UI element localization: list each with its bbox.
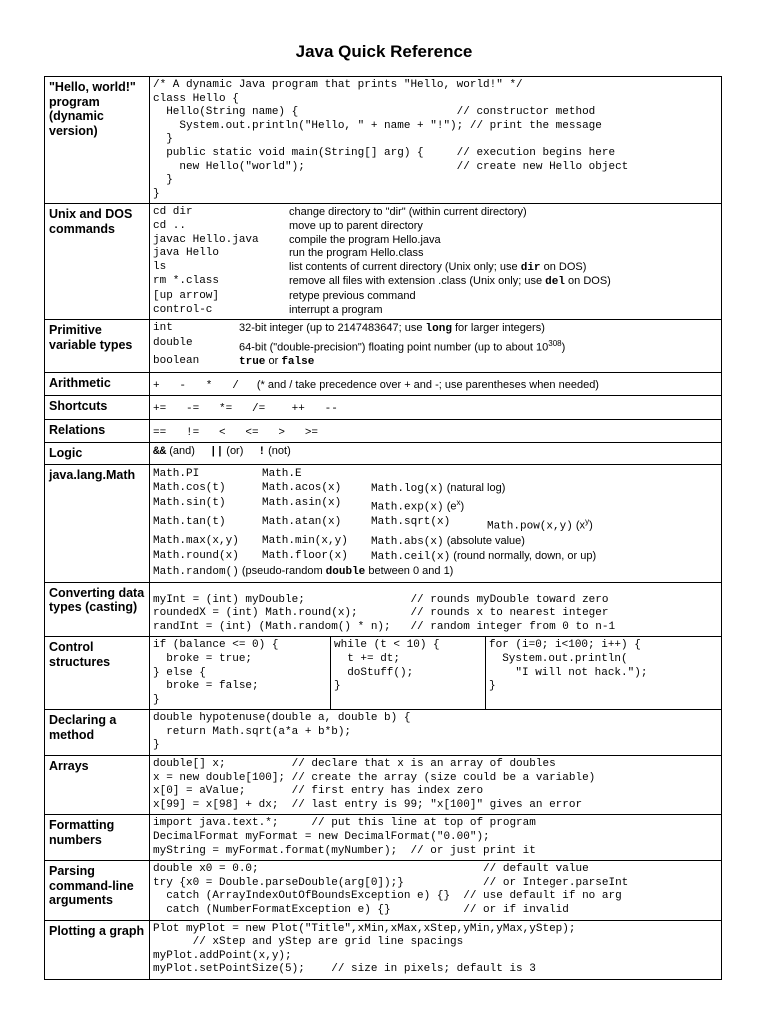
unix-desc: compile the program Hello.java bbox=[289, 233, 441, 246]
math-asin: Math.asin(x) bbox=[262, 497, 342, 510]
label-math: java.lang.Math bbox=[45, 464, 150, 582]
content-arithmetic bbox=[150, 372, 722, 396]
type-int: int bbox=[153, 322, 173, 335]
row-parsing bbox=[45, 861, 722, 920]
row-arrays bbox=[45, 756, 722, 815]
content-formatting bbox=[150, 815, 722, 861]
code-for: for (i=0; i<100; i++) { System.out.println( "I will not hack."); } bbox=[489, 639, 648, 693]
row-arithmetic bbox=[45, 372, 722, 396]
row-formatting bbox=[45, 815, 722, 861]
code-method: double hypotenuse(double a, double b) { return Math.sqrt(a*a + b*b); } bbox=[153, 712, 411, 752]
content-control-structures bbox=[150, 637, 722, 710]
logic-not: ! bbox=[258, 446, 266, 459]
relation-ops: == != < <= > >= bbox=[153, 426, 319, 439]
code-while: while (t < 10) { t += dt; doStuff(); } bbox=[334, 639, 440, 693]
type-double: double bbox=[153, 336, 193, 349]
unix-cmd: cd dir bbox=[153, 206, 193, 219]
row-casting bbox=[45, 582, 722, 637]
code-formatting: import java.text.*; // put this line at top of program DecimalFormat myFormat = new DecimalFormat("0.00"); myString = myFormat.format(myNumber); // or just print it bbox=[153, 817, 536, 857]
type-double-desc: 64-bit ("double-precision") floating point number (up to about $10^{308}$) bbox=[239, 338, 566, 354]
content-parsing bbox=[150, 861, 722, 920]
content-casting bbox=[150, 582, 722, 637]
math-acos: Math.acos(x) bbox=[262, 482, 342, 495]
label-casting: Converting data types (casting) bbox=[45, 582, 150, 637]
unix-desc: remove all files with extension .class (Unix only; use del on DOS) bbox=[289, 275, 611, 289]
math-e: Math.E bbox=[262, 467, 302, 480]
math-sqrt: Math.sqrt(x) bbox=[371, 516, 451, 529]
unix-desc: move up to parent directory bbox=[289, 219, 423, 232]
content-logic bbox=[150, 443, 722, 465]
row-relations bbox=[45, 419, 722, 443]
row-control-structures bbox=[45, 637, 722, 710]
content-math bbox=[150, 464, 722, 582]
unix-cmd: javac Hello.java bbox=[153, 233, 259, 246]
unix-cmd: ls bbox=[153, 260, 167, 273]
label-hello-world: "Hello, world!" program (dynamic version) bbox=[45, 77, 150, 204]
row-math bbox=[45, 464, 722, 582]
math-random: Math.random() (pseudo-random double between 0 and 1) bbox=[153, 565, 454, 579]
math-max: Math.max(x,y) bbox=[153, 534, 239, 547]
unix-cmd: [up arrow] bbox=[153, 289, 220, 302]
content-declaring-method bbox=[150, 710, 722, 756]
unix-cmd: java Hello bbox=[153, 247, 220, 260]
label-arrays: Arrays bbox=[45, 756, 150, 815]
label-shortcuts: Shortcuts bbox=[45, 396, 150, 420]
row-unix-dos bbox=[45, 204, 722, 320]
content-shortcuts bbox=[150, 396, 722, 420]
logic-and: && bbox=[153, 446, 167, 459]
code-arrays: double[] x; // declare that x is an array of doubles x = new double[100]; // create the array (size could be a variable) x[0] = aValue; // first entry has index zero x[99] = x[98] + dx; // last entry is 99; "x[100]" gives an error bbox=[153, 758, 596, 811]
math-pi: Math.PI bbox=[153, 467, 200, 480]
arithmetic-ops: + - * / bbox=[153, 379, 239, 392]
math-min: Math.min(x,y) bbox=[262, 534, 348, 547]
unix-cmd: rm *.class bbox=[153, 275, 220, 288]
label-primitive-types: Primitive variable types bbox=[45, 320, 150, 372]
unix-desc: change directory to "dir" (within current directory) bbox=[289, 206, 527, 219]
code-casting: myInt = (int) myDouble; // rounds myDouble toward zero roundedX = (int) Math.round(x); // rounds x to nearest integer randInt = (int) (Math.random() * n); // random integer from 0 to n-1 bbox=[153, 593, 616, 633]
row-declaring-method bbox=[45, 710, 722, 756]
label-arithmetic: Arithmetic bbox=[45, 372, 150, 396]
label-plotting: Plotting a graph bbox=[45, 920, 150, 979]
label-declaring-method: Declaring a method bbox=[45, 710, 150, 756]
math-floor: Math.floor(x) bbox=[262, 550, 348, 563]
logic-and-word: (and) bbox=[166, 445, 195, 458]
math-tan: Math.tan(t) bbox=[153, 516, 226, 529]
content-arrays bbox=[150, 756, 722, 815]
math-pow: Math.pow(x,y) $(x^y)$ bbox=[487, 517, 593, 533]
row-primitive-types bbox=[45, 320, 722, 372]
content-relations bbox=[150, 419, 722, 443]
row-plotting bbox=[45, 920, 722, 979]
label-relations: Relations bbox=[45, 419, 150, 443]
math-abs: Math.abs(x) (absolute value) bbox=[371, 534, 525, 548]
content-hello-world bbox=[150, 77, 722, 204]
unix-desc: interrupt a program bbox=[289, 303, 383, 316]
unix-desc: run the program Hello.class bbox=[289, 247, 424, 260]
type-boolean: boolean bbox=[153, 354, 200, 367]
label-control-structures: Control structures bbox=[45, 637, 150, 710]
math-ceil: Math.ceil(x) (round normally, down, or up) bbox=[371, 550, 597, 564]
unix-command-list bbox=[153, 206, 718, 317]
math-sin: Math.sin(t) bbox=[153, 497, 226, 510]
code-parsing: double x0 = 0.0; // default value try {x0 = Double.parseDouble(arg[0]);} // or Integer.parseInt catch (ArrayIndexOutOfBoundsException e) {} // use default if no arg catch (NumberFormatException e) {} // or if invalid bbox=[153, 863, 629, 917]
label-formatting: Formatting numbers bbox=[45, 815, 150, 861]
math-function-grid bbox=[153, 467, 718, 580]
math-atan: Math.atan(x) bbox=[262, 516, 342, 529]
code-plotting: Plot myPlot = new Plot("Title",xMin,xMax,xStep,yMin,yMax,yStep); // xStep and yStep are grid line spacings myPlot.addPoint(x,y); myPlot.setPointSize(5); // size in pixels; default is 3 bbox=[153, 922, 576, 976]
code-hello-world: /* A dynamic Java program that prints "Hello, world!" */ class Hello { Hello(String name) { // constructor method System.out.println("Hello, " + name + "!"); // print the message } public static void main(String[] arg) { // execution begins here new Hello("world"); // create new Hello object } } bbox=[153, 79, 629, 200]
row-logic bbox=[45, 443, 722, 465]
shortcut-ops: += -= *= /= ++ -- bbox=[153, 403, 338, 416]
math-log: Math.log(x) (natural log) bbox=[371, 482, 506, 496]
label-unix-dos: Unix and DOS commands bbox=[45, 204, 150, 320]
primitive-type-list bbox=[153, 322, 718, 369]
content-primitive-types bbox=[150, 320, 722, 372]
unix-cmd: control-c bbox=[153, 303, 213, 316]
unix-desc: list contents of current directory (Unix only; use dir on DOS) bbox=[289, 260, 587, 274]
content-unix-dos bbox=[150, 204, 722, 320]
logic-or: || bbox=[210, 446, 224, 459]
page-title: Java Quick Reference bbox=[295, 42, 473, 61]
arithmetic-note: (* and / take precedence over + and -; use parentheses when needed) bbox=[256, 378, 599, 391]
unix-desc: retype previous command bbox=[289, 289, 416, 302]
control-structure-columns bbox=[150, 637, 721, 709]
math-exp: Math.exp(x) $(e^x)$ bbox=[371, 498, 465, 514]
unix-cmd: cd .. bbox=[153, 219, 187, 232]
logic-not-word: (not) bbox=[265, 445, 291, 458]
math-cos: Math.cos(t) bbox=[153, 482, 226, 495]
content-plotting bbox=[150, 920, 722, 979]
row-shortcuts bbox=[45, 396, 722, 420]
row-hello-world bbox=[45, 77, 722, 204]
label-parsing: Parsing command-line arguments bbox=[45, 861, 150, 920]
reference-table bbox=[44, 76, 722, 980]
math-round: Math.round(x) bbox=[153, 550, 239, 563]
code-if-else: if (balance <= 0) { broke = true; } else { broke = false; } bbox=[153, 639, 279, 706]
type-int-desc: 32-bit integer (up to 2147483647; use long for larger integers) bbox=[239, 322, 545, 336]
label-logic: Logic bbox=[45, 443, 150, 465]
type-boolean-desc: true or false bbox=[239, 354, 315, 368]
logic-or-word: (or) bbox=[223, 445, 244, 458]
